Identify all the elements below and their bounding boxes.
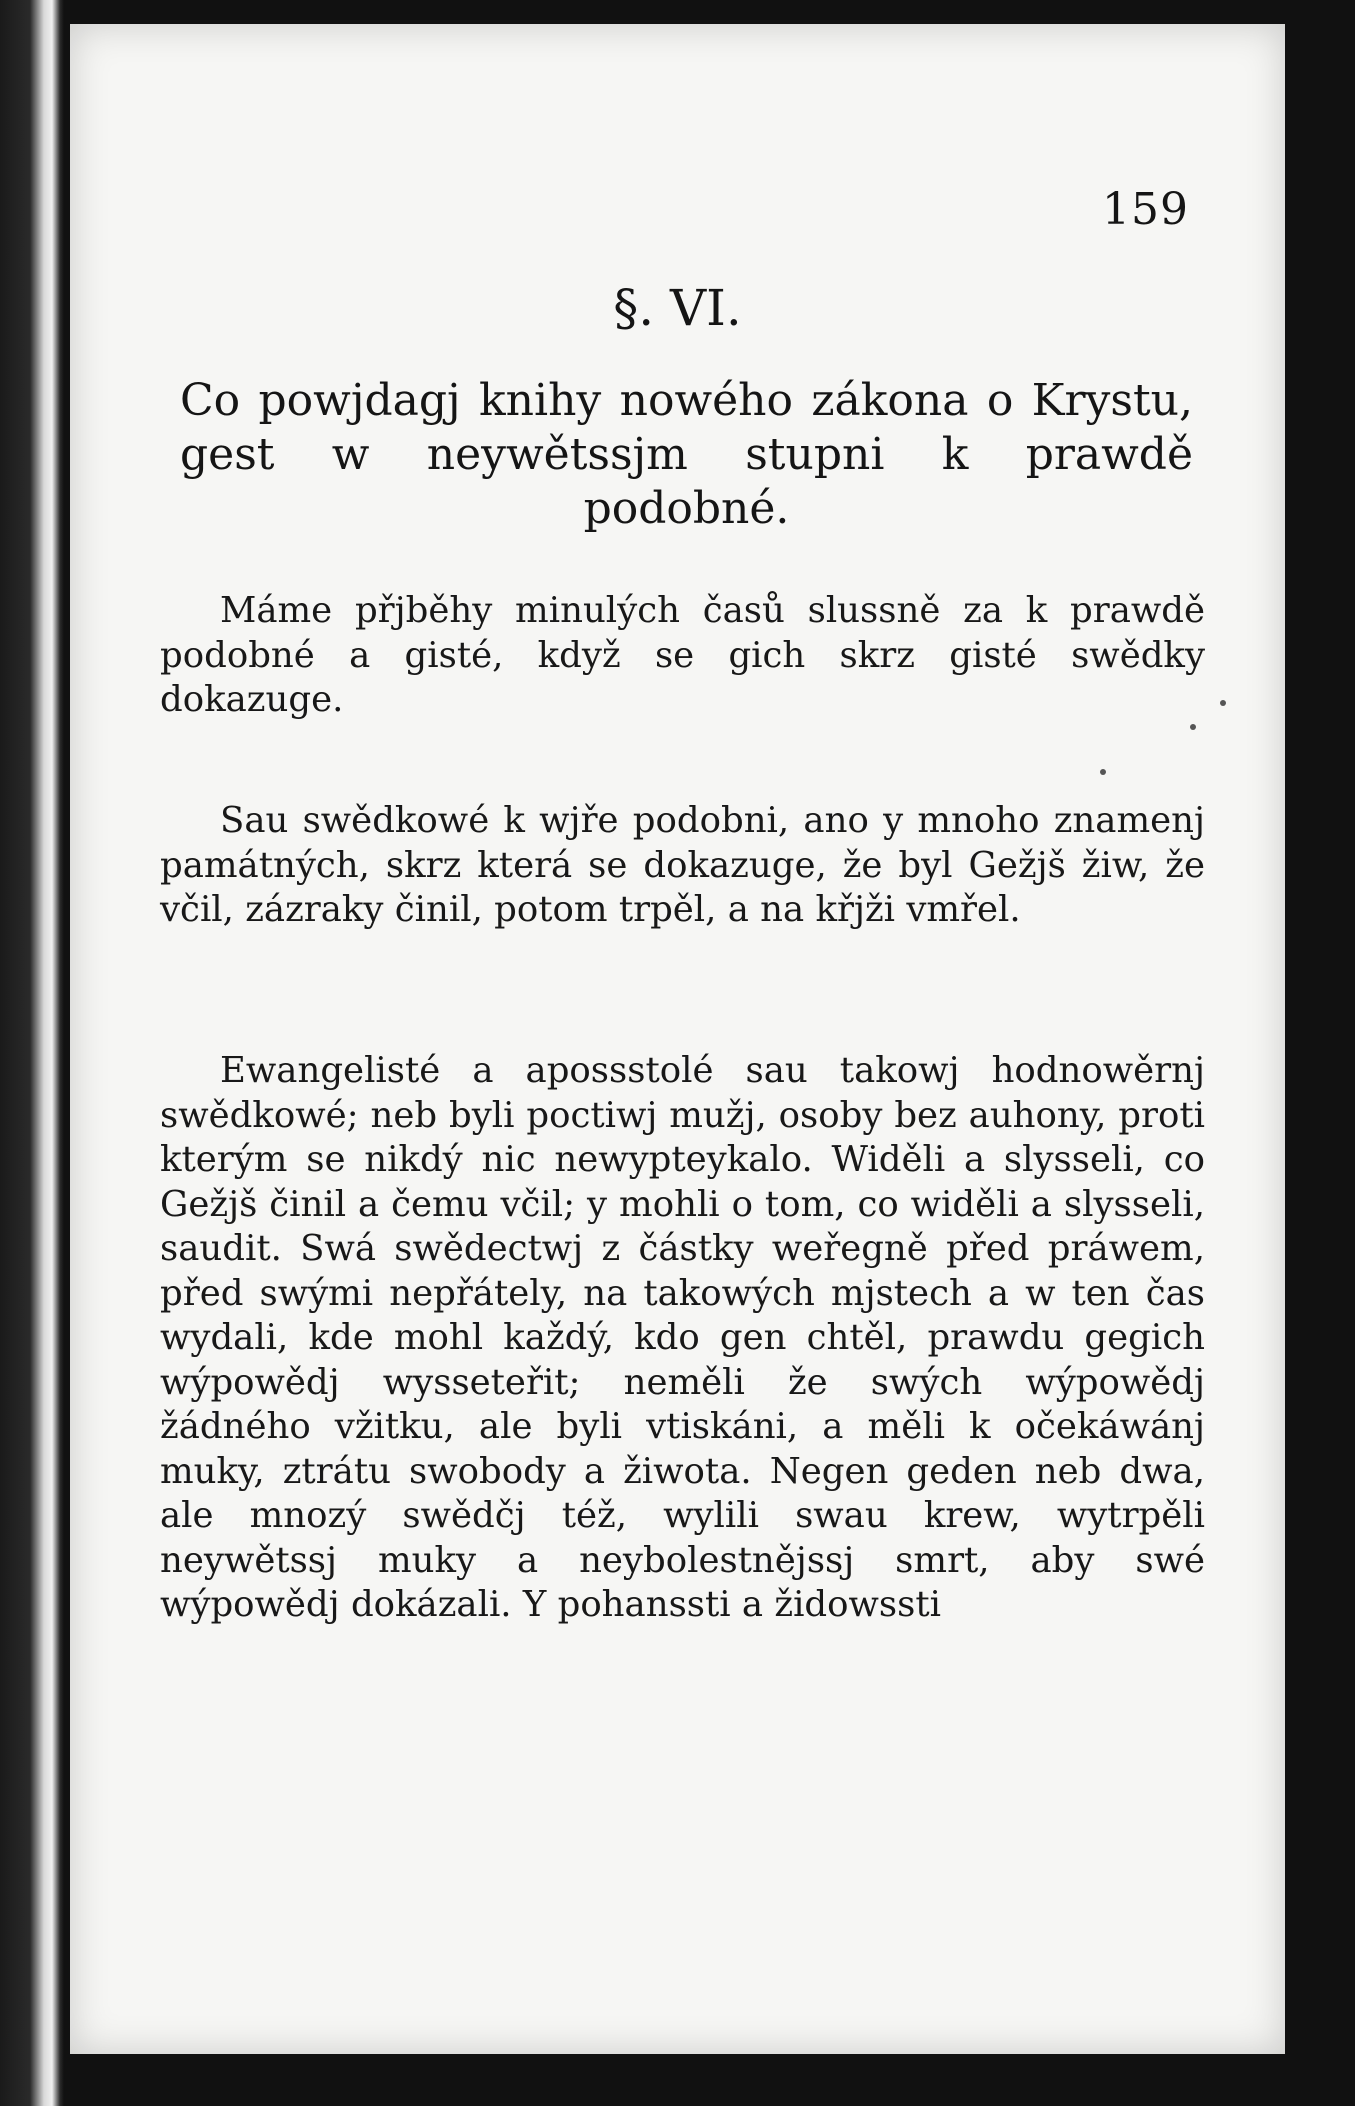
paragraph — [160, 589, 1205, 723]
paragraph — [160, 1049, 1205, 1628]
page-number: 159 — [1102, 184, 1189, 235]
paragraph-text: Sau swědkowé k wjře podobni, ano y mnoho znamenj památných, skrz která se dokazuge, že byl Gežjš žiw, že včil, zázraky činil, potom trpěl, a na křjži vmřel. — [160, 800, 1205, 930]
section-heading: Co powjdagj knihy nowého zákona o Krystu, gest w neywětssjm stupni k prawdě podobné. — [180, 375, 1193, 534]
paragraph — [160, 799, 1205, 933]
paper-speck — [1100, 769, 1106, 775]
paragraph-text: Ewangelisté a apossstolé sau takowj hodnowěrnj swědkowé; neb byli poctiwj mužj, osoby bez auhony, proti kterým se nikdý nic newypteykalo. Widěli a slysseli, co Gežjš činil a čemu včil; y mohli o tom, co widěli a slysseli, saudit. Swá swědectwj z částky weřegně před práwem, před swými nepřátely, na takowých mjstech a w ten čas wydali, kde mohl každý, kdo gen chtěl, prawdu gegich wýpowědj wysseteřit; neměli že swých wýpowědj žádného vžitku, ale byli vtiskáni, a měli k očekáwánj muky, ztrátu swobody a žiwota. Negen geden neb dwa, ale mnozý swědčj též, wylili swau krew, wytrpěli neywětssj muky a neybolestnějssj smrt, aby swé wýpowědj dokázali. Y pohanssti a židowssti — [160, 1050, 1205, 1625]
book-spine-edge — [0, 0, 64, 2106]
section-title: §. VI. — [613, 279, 742, 337]
paragraph-text: Máme přjběhy minulých časů slussně za k prawdě podobné a gisté, když se gich skrz gisté swědky dokazuge. — [160, 590, 1205, 720]
paper-speck — [1220, 700, 1226, 706]
paper-speck — [1190, 724, 1196, 730]
page-sheet — [70, 24, 1285, 2054]
